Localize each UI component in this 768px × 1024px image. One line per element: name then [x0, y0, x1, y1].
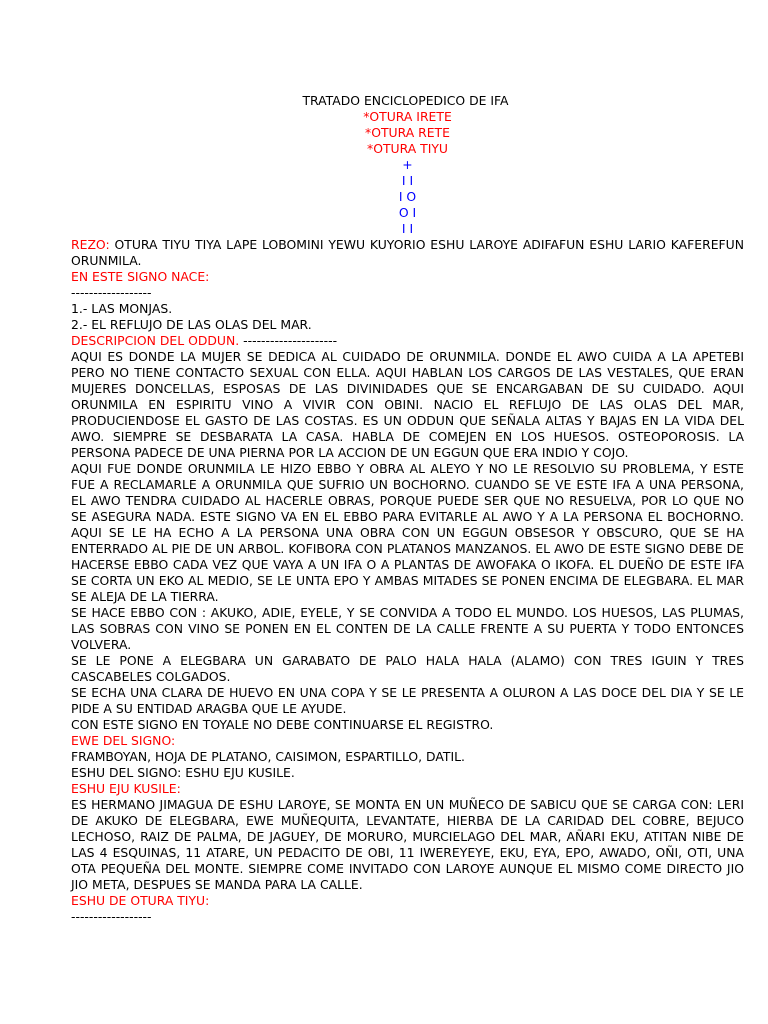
eshu-otura-rule: ------------------	[71, 909, 152, 924]
rezo-label: REZO:	[71, 237, 110, 252]
descripcion-heading-line	[71, 333, 744, 349]
descripcion-rule: ---------------------	[239, 333, 338, 348]
sign-mark-row-1: I I	[401, 173, 414, 188]
descripcion-paragraph-3: SE HACE EBBO CON : AKUKO, ADIE, EYELE, Y SE CONVIDA A TODO EL MUNDO. LOS HUESOS, LAS PLUMAS, LAS SOBRAS CON VINO SE PONEN EN EL CONTEN DE LA CALLE FRENTE A SU PUERTA Y TODO ENTONCES VOLVERA.	[71, 605, 744, 652]
eshu-eju-heading: ESHU EJU KUSILE:	[71, 781, 181, 796]
sign-name-2: *OTURA RETE	[365, 125, 450, 140]
descripcion-paragraph-5: SE ECHA UNA CLARA DE HUEVO EN UNA COPA Y SE LE PRESENTA A OLURON A LAS DOCE DEL DIA Y SE LE PIDE A SU ENTIDAD ARAGBA QUE LE AYUDE.	[71, 685, 744, 716]
sign-mark-plus: +	[402, 157, 413, 172]
rezo-paragraph	[71, 237, 744, 269]
sign-mark-row-4: I I	[401, 221, 414, 236]
sign-name-3: *OTURA TIYU	[367, 141, 448, 156]
descripcion-paragraph-2: AQUI FUE DONDE ORUNMILA LE HIZO EBBO Y OBRA AL ALEYO Y NO LE RESOLVIO SU PROBLEMA, Y ESTE FUE A RECLAMARLE A ORUNMILA QUE SUFRIO UN BOCHORNO. CUANDO SE VE ESTE IFA A UNA PERSONA, EL AWO TENDRA CUIDADO AL HACERLE OBRAS, PORQUE PUEDE SER QUE NO RESUELVA, POR LO QUE NO SE ASEGURA NADA. ESTE SIGNO VA EN EL EBBO PARA EVITARLE AL AWO Y A LA PERSONA EL BOCHORNO. AQUI SE LE HA ECHO A LA PERSONA UNA OBRA CON UN EGGUN OBSESOR Y OBSCURO, QUE SE HA ENTERRADO AL PIE DE UN ARBOL. KOFIBORA CON PLATANOS MANZANOS. EL AWO DE ESTE SIGNO DEBE DE HACERSE EBBO CADA VEZ QUE VAYA A UN IFA O A PLANTAS DE AWOFAKA O IKOFA. EL DUEÑO DE ESTE IFA SE CORTA UN EKO AL MEDIO, SE LE UNTA EPO Y AMBAS MITADES SE PONEN ENCIMA DE ELEGBARA. EL MAR SE ALEJA DE LA TIERRA.	[71, 461, 744, 604]
ewe-text: FRAMBOYAN, HOJA DE PLATANO, CAISIMON, ESPARTILLO, DATIL.	[71, 749, 465, 764]
rezo-text: OTURA TIYU TIYA LAPE LOBOMINI YEWU KUYORIO ESHU LAROYE ADIFAFUN ESHU LARIO KAFEREFUN ORUNMILA.	[71, 237, 744, 268]
descripcion-heading: DESCRIPCION DEL ODDUN.	[71, 333, 240, 348]
document-title: TRATADO ENCICLOPEDICO DE IFA	[302, 93, 509, 108]
ewe-heading: EWE DEL SIGNO:	[71, 733, 176, 748]
nace-item-1: 1.- LAS MONJAS.	[71, 301, 173, 316]
eshu-del-signo-line: ESHU DEL SIGNO: ESHU EJU KUSILE.	[71, 765, 295, 780]
sign-name-1: *OTURA IRETE	[363, 109, 452, 124]
sign-mark-row-3: O I	[398, 205, 417, 220]
nace-rule: ------------------	[71, 285, 152, 300]
nace-heading: EN ESTE SIGNO NACE:	[71, 269, 210, 284]
descripcion-paragraph-1: AQUI ES DONDE LA MUJER SE DEDICA AL CUIDADO DE ORUNMILA. DONDE EL AWO CUIDA A LA APETEBI PERO NO TIENE CONTACTO SEXUAL CON ELLA. AQUI HABLAN LOS CARGOS DE LAS VESTALES, QUE ERAN MUJERES DONCELLAS, ESPOSAS DE LAS DIVINIDADES QUE SE ENCARGABAN DE SU CUIDADO. AQUI ORUNMILA EN ESPIRITU VINO A VIVIR CON OBINI. NACIO EL REFLUJO DE LAS OLAS DEL MAR, PRODUCIENDOSE EL GASTO DE LAS COSTAS. ES UN ODDUN QUE SEÑALA ALTAS Y BAJAS EN LA VIDA DEL AWO. SIEMPRE SE DESBARATA LA CASA. HABLA DE COMEJEN EN LOS HUESOS. OSTEOPOROSIS. LA PERSONA PADECE DE UNA PIERNA POR LA ACCION DE UN EGGUN QUE ERA INDIO Y COJO.	[71, 349, 744, 460]
nace-item-2: 2.- EL REFLUJO DE LAS OLAS DEL MAR.	[71, 317, 312, 332]
descripcion-paragraph-6: CON ESTE SIGNO EN TOYALE NO DEBE CONTINUARSE EL REGISTRO.	[71, 717, 494, 732]
sign-mark-row-2: I O	[398, 189, 417, 204]
eshu-otura-heading: ESHU DE OTURA TIYU:	[71, 893, 210, 908]
eshu-eju-paragraph: ES HERMANO JIMAGUA DE ESHU LAROYE, SE MONTA EN UN MUÑECO DE SABICU QUE SE CARGA CON: LERI DE AKUKO DE ELEGBARA, EWE MUÑEQUITA, LEVANTATE, HIERBA DE LA CARIDAD DEL COBRE, BEJUCO LECHOSO, RAIZ DE PALMA, DE JAGUEY, DE MORURO, MURCIELAGO DEL MAR, AÑARI EKU, ATITAN NIBE DE LAS 4 ESQUINAS, 11 ATARE, UN PEDACITO DE OBI, 11 IWEREYEYE, EKU, EYA, EPO, AWADO, OÑI, OTI, UNA OTA PEQUEÑA DEL MONTE. SIEMPRE COME INVITADO CON LAROYE AUNQUE EL MISMO COME DIRECTO JIO JIO META, DESPUES SE MANDA PARA LA CALLE.	[71, 797, 744, 892]
descripcion-paragraph-4: SE LE PONE A ELEGBARA UN GARABATO DE PALO HALA HALA (ALAMO) CON TRES IGUIN Y TRES CASCABELES COLGADOS.	[71, 653, 744, 684]
